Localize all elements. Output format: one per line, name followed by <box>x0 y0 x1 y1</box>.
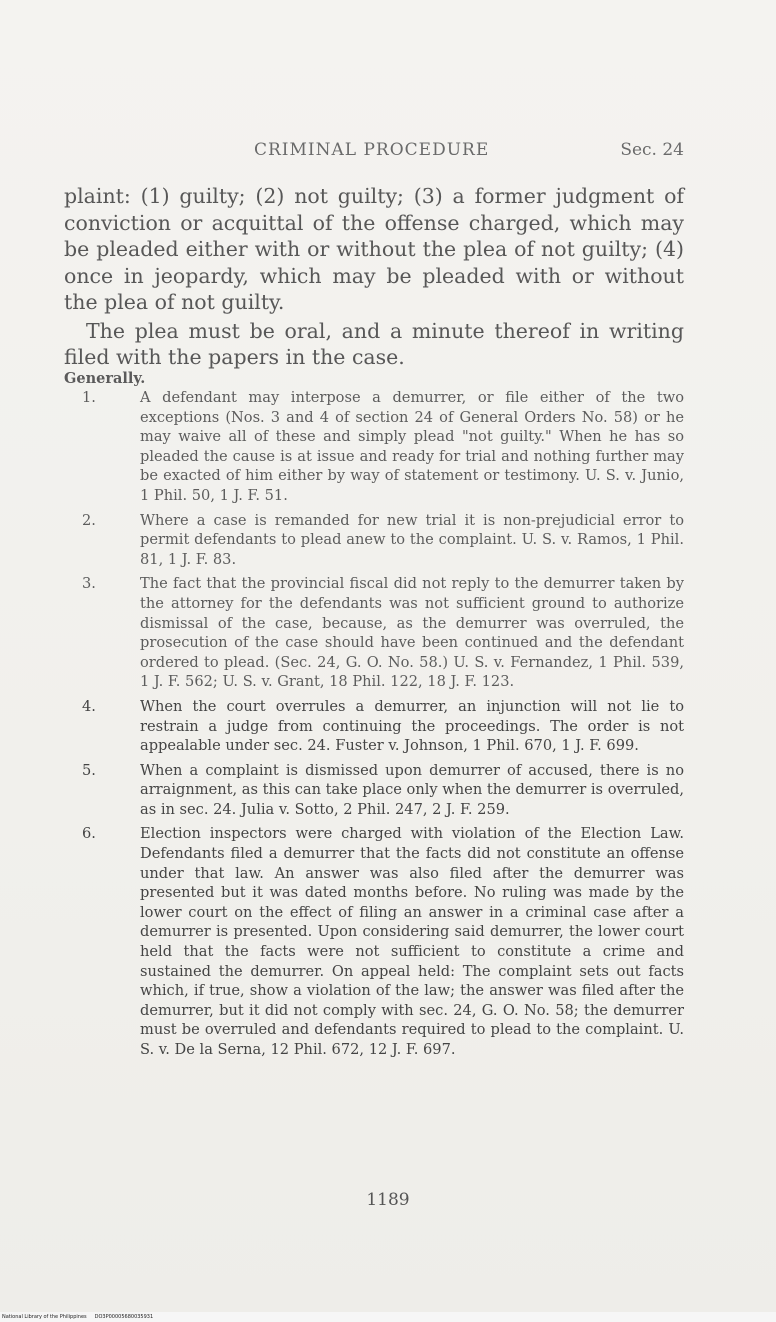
body-paragraph-1: plaint: (1) guilty; (2) not guilty; (3) a former judgment of conviction or acquittal of the offense charged, which may be pleaded either with or without the plea of not guilty; (4) once in jeopardy, which may be pleaded with or without the plea of not guilty. <box>64 184 684 314</box>
annotation-number: 5. <box>82 761 96 779</box>
annotation-number: 6. <box>82 825 96 843</box>
annotation-text: When a complaint is dismissed upon demurrer of accused, there is no arraignment, as this can take place only when the demurrer is overruled, as in sec. 24. Julia v. Sotto, 2 Phil. 247, 2 J. F. 259. <box>140 761 684 818</box>
annotations-list <box>82 388 684 1065</box>
annotation-item-6 <box>82 824 684 1059</box>
annotation-text: A defendant may interpose a demurrer, or file either of the two exceptions (Nos. 3 and 4 of section 24 of General Orders No. 58) or he may waive all of these and simply plead "not guilty." When he has so pleaded the cause is at issue and ready for trial and nothing further may be exacted of him either by way of statement or testimony. U. S. v. Junio, 1 Phil. 50, 1 J. F. 51. <box>140 389 684 504</box>
annotations-heading: Generally. <box>64 370 146 387</box>
annotation-item-5 <box>82 761 684 820</box>
annotation-item-4 <box>82 697 684 756</box>
scan-credit-code: DO3P00005680035931 <box>94 1314 154 1320</box>
annotation-number: 4. <box>82 697 96 715</box>
annotation-item-2 <box>82 511 684 570</box>
annotation-item-1 <box>82 388 684 506</box>
running-head-title: CRIMINAL PROCEDURE <box>254 140 490 160</box>
annotation-number: 1. <box>82 389 96 406</box>
body-paragraph-2: The plea must be oral, and a minute thereof in writing filed with the papers in the case. <box>64 318 684 369</box>
scan-credit-library: National Library of the Philippines <box>2 1314 87 1320</box>
annotation-item-3 <box>82 574 684 692</box>
annotation-text: The fact that the provincial fiscal did not reply to the demurrer taken by the attorney for the defendants was not sufficient ground to authorize dismissal of the case, because, as the demurrer was overruled, the prosecution of the case should have been continued and the defendant ordered to plead. (Sec. 24, G. O. No. 58.) U. S. v. Fernandez, 1 Phil. 539, 1 J. F. 562; U. S. v. Grant, 18 Phil. 122, 18 J. F. 123. <box>140 575 684 691</box>
annotation-number: 2. <box>82 511 96 529</box>
scan-footer <box>0 1312 776 1322</box>
running-head <box>64 140 684 166</box>
body-text <box>64 183 684 371</box>
running-head-section: Sec. 24 <box>620 140 684 160</box>
annotation-number: 3. <box>82 575 96 593</box>
page-number: 1189 <box>366 1190 410 1210</box>
annotation-text: Where a case is remanded for new trial it is non-prejudicial error to permit defendants to plead anew to the complaint. U. S. v. Ramos, 1 Phil. 81, 1 J. F. 83. <box>140 511 684 568</box>
annotation-text: Election inspectors were charged with violation of the Election Law. Defendants filed a demurrer that the facts did not constitute an offense under that law. An answer was also filed after the demurrer was presented but it was dated months before. No ruling was made by the lower court on the effect of filing an answer in a criminal case after a demurrer is presented. Upon considering said demurrer, the lower court held that the facts were not sufficient to constitute a crime and sustained the demurrer. On appeal held: The complaint sets out facts which, if true, show a violation of the law; the answer was filed after the demurrer, but it did not comply with sec. 24, G. O. No. 58; the demurrer must be overruled and defendants required to plead to the complaint. U. S. v. De la Serna, 12 Phil. 672, 12 J. F. 697. <box>140 825 684 1058</box>
scan-credit <box>2 1312 153 1322</box>
annotation-text: When the court overrules a demurrer, an injunction will not lie to restrain a judge from continuing the proceedings. The order is not appealable under sec. 24. Fuster v. Johnson, 1 Phil. 670, 1 J. F. 699. <box>140 697 684 755</box>
